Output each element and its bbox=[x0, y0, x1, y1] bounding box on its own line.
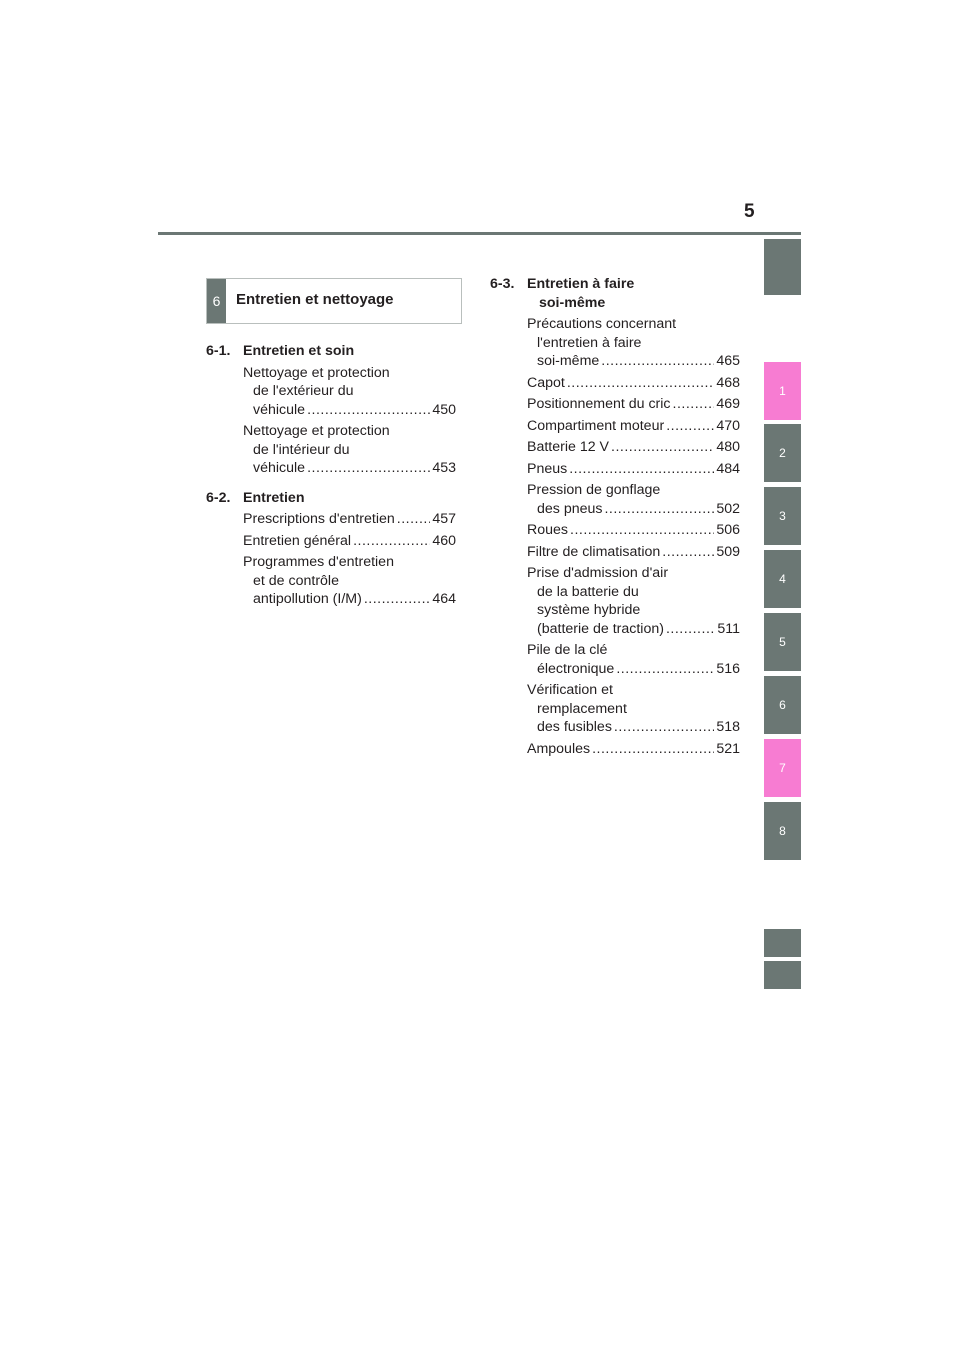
toc-entry-line: remplacement bbox=[537, 700, 627, 717]
toc-entry[interactable] bbox=[243, 364, 456, 420]
toc-entry-line: Nettoyage et protection bbox=[243, 364, 390, 381]
toc-page-number: 469 bbox=[716, 396, 740, 412]
subsection-title bbox=[527, 275, 634, 312]
toc-page-number: 518 bbox=[716, 719, 740, 735]
chapter-tab-1[interactable]: 1 bbox=[764, 362, 801, 420]
toc-entry-line: électronique bbox=[537, 660, 615, 677]
toc-page-number: 502 bbox=[716, 500, 740, 517]
dot-leader bbox=[662, 543, 714, 562]
chapter-tab-6[interactable]: 6 bbox=[764, 676, 801, 734]
toc-page-number: 506 bbox=[716, 522, 740, 538]
subsection-code: 6-1. bbox=[206, 343, 231, 359]
chapter-tab-2[interactable]: 2 bbox=[764, 424, 801, 482]
dot-leader bbox=[569, 460, 714, 479]
toc-page-number: 516 bbox=[716, 660, 740, 677]
toc-page-number: 457 bbox=[432, 511, 456, 527]
toc-entry-line: de la batterie du bbox=[537, 583, 639, 600]
toc-entry-line: Filtre de climatisation bbox=[527, 543, 661, 560]
dot-leader bbox=[592, 740, 714, 759]
subsection-title bbox=[243, 342, 354, 361]
toc-page-number: 511 bbox=[717, 620, 740, 637]
chapter-tab-3[interactable]: 3 bbox=[764, 487, 801, 545]
toc-page-number: 460 bbox=[432, 532, 456, 549]
toc-page-number: 468 bbox=[716, 374, 740, 391]
chapter-tab-4[interactable]: 4 bbox=[764, 550, 801, 608]
toc-entry-line: (batterie de traction) bbox=[537, 620, 664, 637]
dot-leader bbox=[673, 395, 715, 414]
section-header bbox=[206, 278, 462, 324]
toc-page-number: 480 bbox=[716, 439, 740, 455]
chapter-tab-blank[interactable] bbox=[764, 929, 801, 957]
chapter-tab-7[interactable]: 7 bbox=[764, 739, 801, 797]
toc-entry-line: Compartiment moteur bbox=[527, 417, 665, 434]
chapter-tab-blank[interactable] bbox=[764, 239, 801, 295]
subsection-title-line: Entretien à faire bbox=[527, 276, 635, 292]
toc-entry-line: Pneus bbox=[527, 460, 568, 477]
subsection-heading bbox=[490, 275, 740, 312]
toc-right-column bbox=[490, 275, 740, 761]
toc-page-number: 450 bbox=[432, 401, 456, 418]
section-title: Entretien et nettoyage bbox=[236, 291, 394, 308]
toc-entry[interactable] bbox=[243, 422, 456, 478]
subsection-code: 6-3. bbox=[490, 276, 515, 292]
toc-entry[interactable] bbox=[527, 374, 740, 393]
page-number: 5 bbox=[744, 201, 755, 222]
toc-page-number: 465 bbox=[716, 353, 740, 369]
toc-entry[interactable] bbox=[527, 564, 740, 638]
toc-entry[interactable] bbox=[527, 417, 740, 436]
toc-entry-line: véhicule bbox=[253, 460, 306, 476]
toc-page-number: 509 bbox=[716, 543, 740, 560]
toc-entry-line: Positionnement du cric bbox=[527, 396, 671, 412]
dot-leader bbox=[666, 620, 715, 639]
toc-page-number: 453 bbox=[432, 460, 456, 476]
toc-entry[interactable] bbox=[243, 553, 456, 609]
subsection-title-line: Entretien et soin bbox=[243, 343, 355, 359]
chapter-tab-8[interactable]: 8 bbox=[764, 802, 801, 860]
toc-entry-line: des pneus bbox=[537, 500, 603, 517]
header-rule bbox=[158, 232, 801, 235]
toc-entry-line: Ampoules bbox=[527, 740, 591, 757]
toc-entry-line: soi-même bbox=[537, 353, 600, 369]
toc-entry[interactable] bbox=[527, 460, 740, 479]
toc-entry-line: Prise d'admission d'air bbox=[527, 565, 669, 581]
dot-leader bbox=[614, 718, 714, 737]
toc-entry[interactable] bbox=[527, 543, 740, 562]
toc-entry[interactable] bbox=[527, 395, 740, 414]
toc-entry-line: Nettoyage et protection bbox=[243, 423, 390, 439]
toc-entry-line: de l'intérieur du bbox=[253, 441, 350, 458]
toc-entry[interactable] bbox=[527, 641, 740, 678]
toc-entry[interactable] bbox=[527, 681, 740, 737]
chapter-tab-blank[interactable] bbox=[764, 961, 801, 989]
dot-leader bbox=[666, 417, 714, 436]
subsection-title-line: Entretien bbox=[243, 489, 305, 506]
toc-entry[interactable] bbox=[243, 510, 456, 529]
toc-entry-line: Capot bbox=[527, 374, 565, 391]
toc-entry-line: Précautions concernant bbox=[527, 316, 677, 332]
toc-entry-line: véhicule bbox=[253, 401, 306, 418]
toc-entry-line: l'entretien à faire bbox=[537, 334, 642, 351]
subsection-heading bbox=[206, 342, 456, 361]
toc-entry-line: des fusibles bbox=[537, 719, 612, 735]
toc-page-number: 521 bbox=[716, 740, 740, 757]
toc-entry-line: Pression de gonflage bbox=[527, 482, 661, 498]
toc-page-number: 464 bbox=[432, 591, 456, 607]
toc-entry-line: Pile de la clé bbox=[527, 642, 608, 658]
dot-leader bbox=[570, 521, 714, 540]
dot-leader bbox=[353, 532, 430, 551]
toc-entry-line: Vérification et bbox=[527, 682, 613, 698]
dot-leader bbox=[616, 660, 714, 679]
toc-left-column bbox=[206, 342, 456, 612]
toc-entry[interactable] bbox=[527, 315, 740, 371]
dot-leader bbox=[601, 352, 714, 371]
toc-entry-line: de l'extérieur du bbox=[253, 383, 354, 399]
toc-entry[interactable] bbox=[527, 521, 740, 540]
toc-entry[interactable] bbox=[527, 740, 740, 759]
toc-entry-line: Roues bbox=[527, 522, 569, 538]
section-number: 6 bbox=[207, 279, 226, 323]
chapter-tab-5[interactable]: 5 bbox=[764, 613, 801, 671]
dot-leader bbox=[307, 459, 430, 478]
dot-leader bbox=[397, 510, 431, 529]
toc-page-number: 470 bbox=[716, 417, 740, 434]
toc-entry[interactable] bbox=[527, 481, 740, 518]
toc-entry[interactable] bbox=[243, 532, 456, 551]
toc-entry-line: antipollution (I/M) bbox=[253, 591, 362, 607]
subsection-title-line: soi-même bbox=[539, 294, 606, 311]
toc-page-number: 484 bbox=[716, 460, 740, 477]
subsection-title bbox=[243, 489, 305, 508]
toc-entry-line: Prescriptions d'entretien bbox=[243, 511, 395, 527]
dot-leader bbox=[364, 590, 431, 609]
subsection-heading bbox=[206, 489, 456, 508]
toc-entry-line: Batterie 12 V bbox=[527, 439, 610, 455]
toc-entry-line: Entretien général bbox=[243, 532, 352, 549]
dot-leader bbox=[567, 374, 714, 393]
dot-leader bbox=[307, 401, 430, 420]
toc-entry-line: Programmes d'entretien bbox=[243, 554, 394, 570]
toc-entry-line: et de contrôle bbox=[253, 572, 339, 589]
dot-leader bbox=[611, 438, 714, 457]
subsection-code: 6-2. bbox=[206, 489, 231, 506]
toc-entry-line: système hybride bbox=[537, 602, 641, 618]
toc-entry[interactable] bbox=[527, 438, 740, 457]
dot-leader bbox=[604, 500, 714, 519]
